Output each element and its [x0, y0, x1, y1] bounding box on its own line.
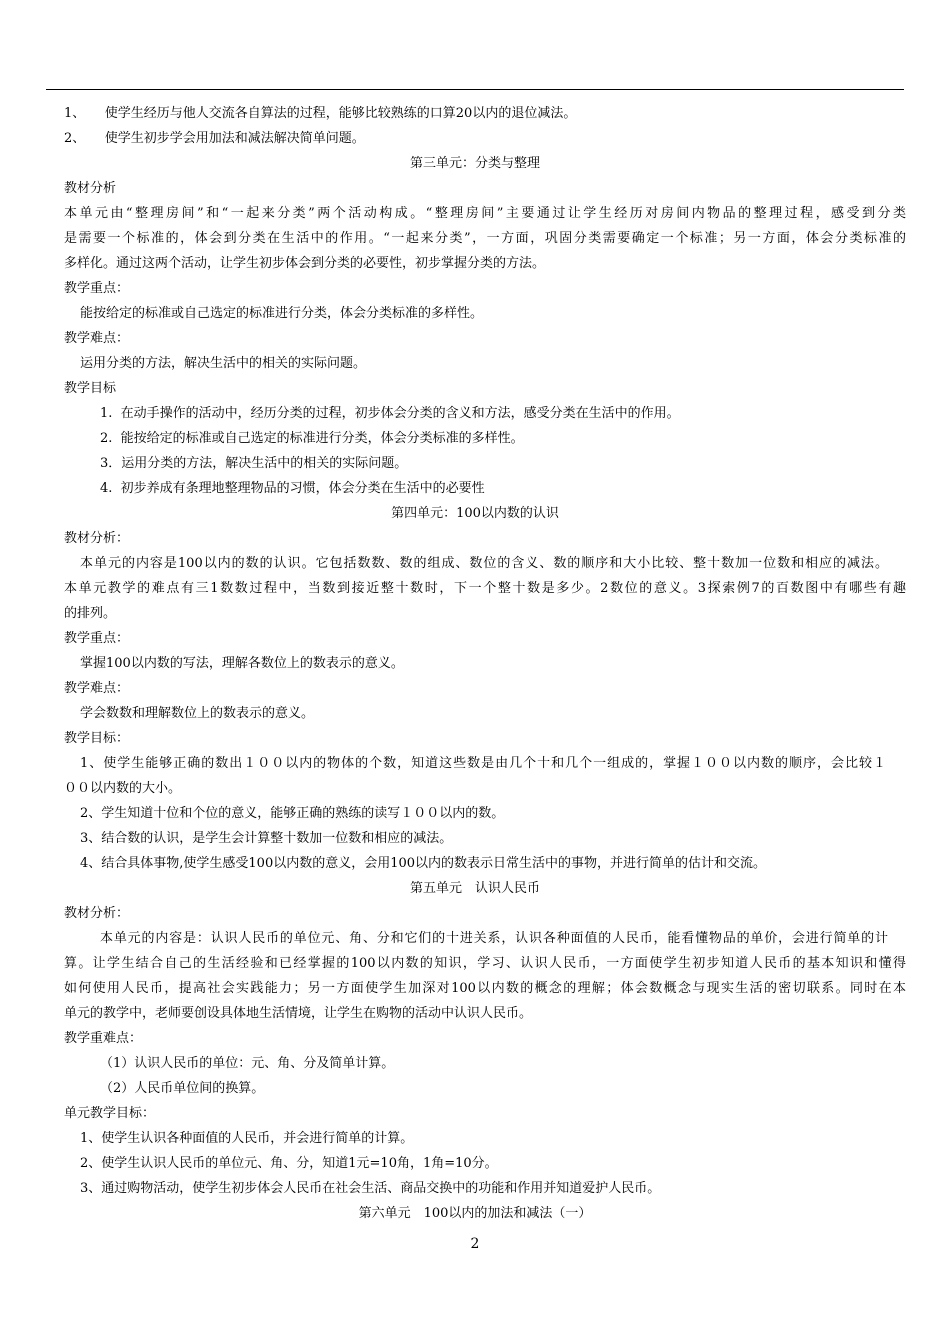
section-title-unit-4: 第四单元：100以内数的认识 — [391, 506, 559, 521]
header-rule — [46, 89, 904, 90]
section-heading: 教学重点： — [64, 281, 130, 296]
paragraph-line: 掌握100以内数的写法，理解各数位上的数表示的意义。 — [80, 656, 404, 671]
list-item: 2、使学生认识人民币的单位元、角、分，知道1元=10角，1角=10分。 — [80, 1156, 498, 1171]
paragraph-line: 能按给定的标准或自己选定的标准进行分类，体会分类标准的多样性。 — [80, 306, 484, 321]
section-title-unit-6: 第六单元 100以内的加法和减法（一） — [358, 1206, 592, 1221]
paragraph-line: 运用分类的方法，解决生活中的相关的实际问题。 — [80, 356, 367, 371]
list-item: 3．运用分类的方法，解决生活中的相关的实际问题。 — [100, 456, 408, 471]
paragraph-line: 本单元的内容是：认识人民币的单位元、角、分和它们的十进关系，认识各种面值的人民币，能看懂物品的单价，会进行简单的计 — [100, 931, 888, 946]
section-heading: 教学目标： — [64, 731, 130, 746]
section-heading: 教材分析 — [64, 181, 117, 196]
list-item: 1、使学生能够正确的数出１００以内的物体的个数，知道这些数是由几个十和几个一组成的，掌握１００以内数的顺序，会比较１ — [80, 756, 886, 771]
paragraph-line: 本单元教学的难点有三1数数过程中，当数到接近整十数时，下一个整十数是多少。2数位的意义。3探索例7的百数图中有哪些有趣 — [64, 581, 906, 596]
paragraph-line: 学会数数和理解数位上的数表示的意义。 — [80, 706, 315, 721]
paragraph-line: 算。让学生结合自己的生活经验和已经掌握的100以内数的知识，学习、认识人民币，一方面使学生初步知道人民币的基本知识和懂得 — [64, 956, 906, 971]
section-heading: 教学难点： — [64, 681, 130, 696]
paragraph-line: 的排列。 — [64, 606, 117, 621]
list-item: 1. 在动手操作的活动中，经历分类的过程，初步体会分类的含义和方法，感受分类在生活中的作用。 — [100, 406, 680, 421]
list-item: 2、 使学生初步学会用加法和减法解决简单问题。 — [64, 131, 365, 146]
section-heading: 教材分析： — [64, 906, 130, 921]
section-title-unit-5: 第五单元 认识人民币 — [409, 881, 540, 896]
paragraph-line: 是需要一个标准的，体会到分类在生活中的作用。“一起来分类”，一方面，巩固分类需要确定一个标准；另一方面，体会分类标准的 — [64, 231, 906, 246]
list-item: 2、学生知道十位和个位的意义，能够正确的熟练的读写１００以内的数。 — [80, 806, 505, 821]
section-title-unit-3: 第三单元：分类与整理 — [409, 156, 540, 171]
section-heading: 教学目标 — [64, 381, 117, 396]
section-heading: 教学重点： — [64, 631, 130, 646]
list-item: 1、 使学生经历与他人交流各自算法的过程，能够比较熟练的口算20以内的退位减法。 — [64, 106, 577, 121]
list-item: 1、使学生认识各种面值的人民币，并会进行简单的计算。 — [80, 1131, 414, 1146]
paragraph-line: 本单元的内容是100以内的数的认识。它包括数数、数的组成、数位的含义、数的顺序和大小比较、整十数加一位数和相应的减法。 — [80, 556, 888, 571]
section-heading: 教材分析： — [64, 531, 130, 546]
list-item: 3、通过购物活动，使学生初步体会人民币在社会生活、商品交换中的功能和作用并知道爱护人民币。 — [80, 1181, 661, 1196]
list-item: 4、结合具体事物,使学生感受100以内数的意义，会用100以内的数表示日常生活中的事物，并进行简单的估计和交流。 — [80, 856, 767, 871]
paragraph-line: 单元的教学中，老师要创设具体地生活情境，让学生在购物的活动中认识人民币。 — [64, 1006, 533, 1021]
page-number: 2 — [470, 1236, 480, 1252]
list-item: ００以内数的大小。 — [64, 781, 182, 796]
list-item: 4. 初步养成有条理地整理物品的习惯，体会分类在生活中的必要性 — [100, 481, 485, 496]
list-item: 3、结合数的认识，是学生会计算整十数加一位数和相应的减法。 — [80, 831, 453, 846]
section-heading: 教学难点： — [64, 331, 130, 346]
section-heading: 教学重难点： — [64, 1031, 143, 1046]
section-heading: 单元教学目标： — [64, 1106, 156, 1121]
paragraph-line: 本单元由“整理房间”和“一起来分类”两个活动构成。“整理房间”主要通过让学生经历对房间内物品的整理过程，感受到分类 — [64, 206, 906, 221]
paragraph-line: 如何使用人民币，提高社会实践能力；另一方面使学生加深对100以内数的概念的理解；体会数概念与现实生活的密切联系。同时在本 — [64, 981, 906, 996]
list-item: 2. 能按给定的标准或自己选定的标准进行分类，体会分类标准的多样性。 — [100, 431, 524, 446]
list-item: （1）认识人民币的单位：元、角、分及简单计算。 — [100, 1056, 395, 1071]
paragraph-line: 多样化。通过这两个活动，让学生初步体会到分类的必要性，初步掌握分类的方法。 — [64, 256, 546, 271]
list-item: （2）人民币单位间的换算。 — [100, 1081, 265, 1096]
